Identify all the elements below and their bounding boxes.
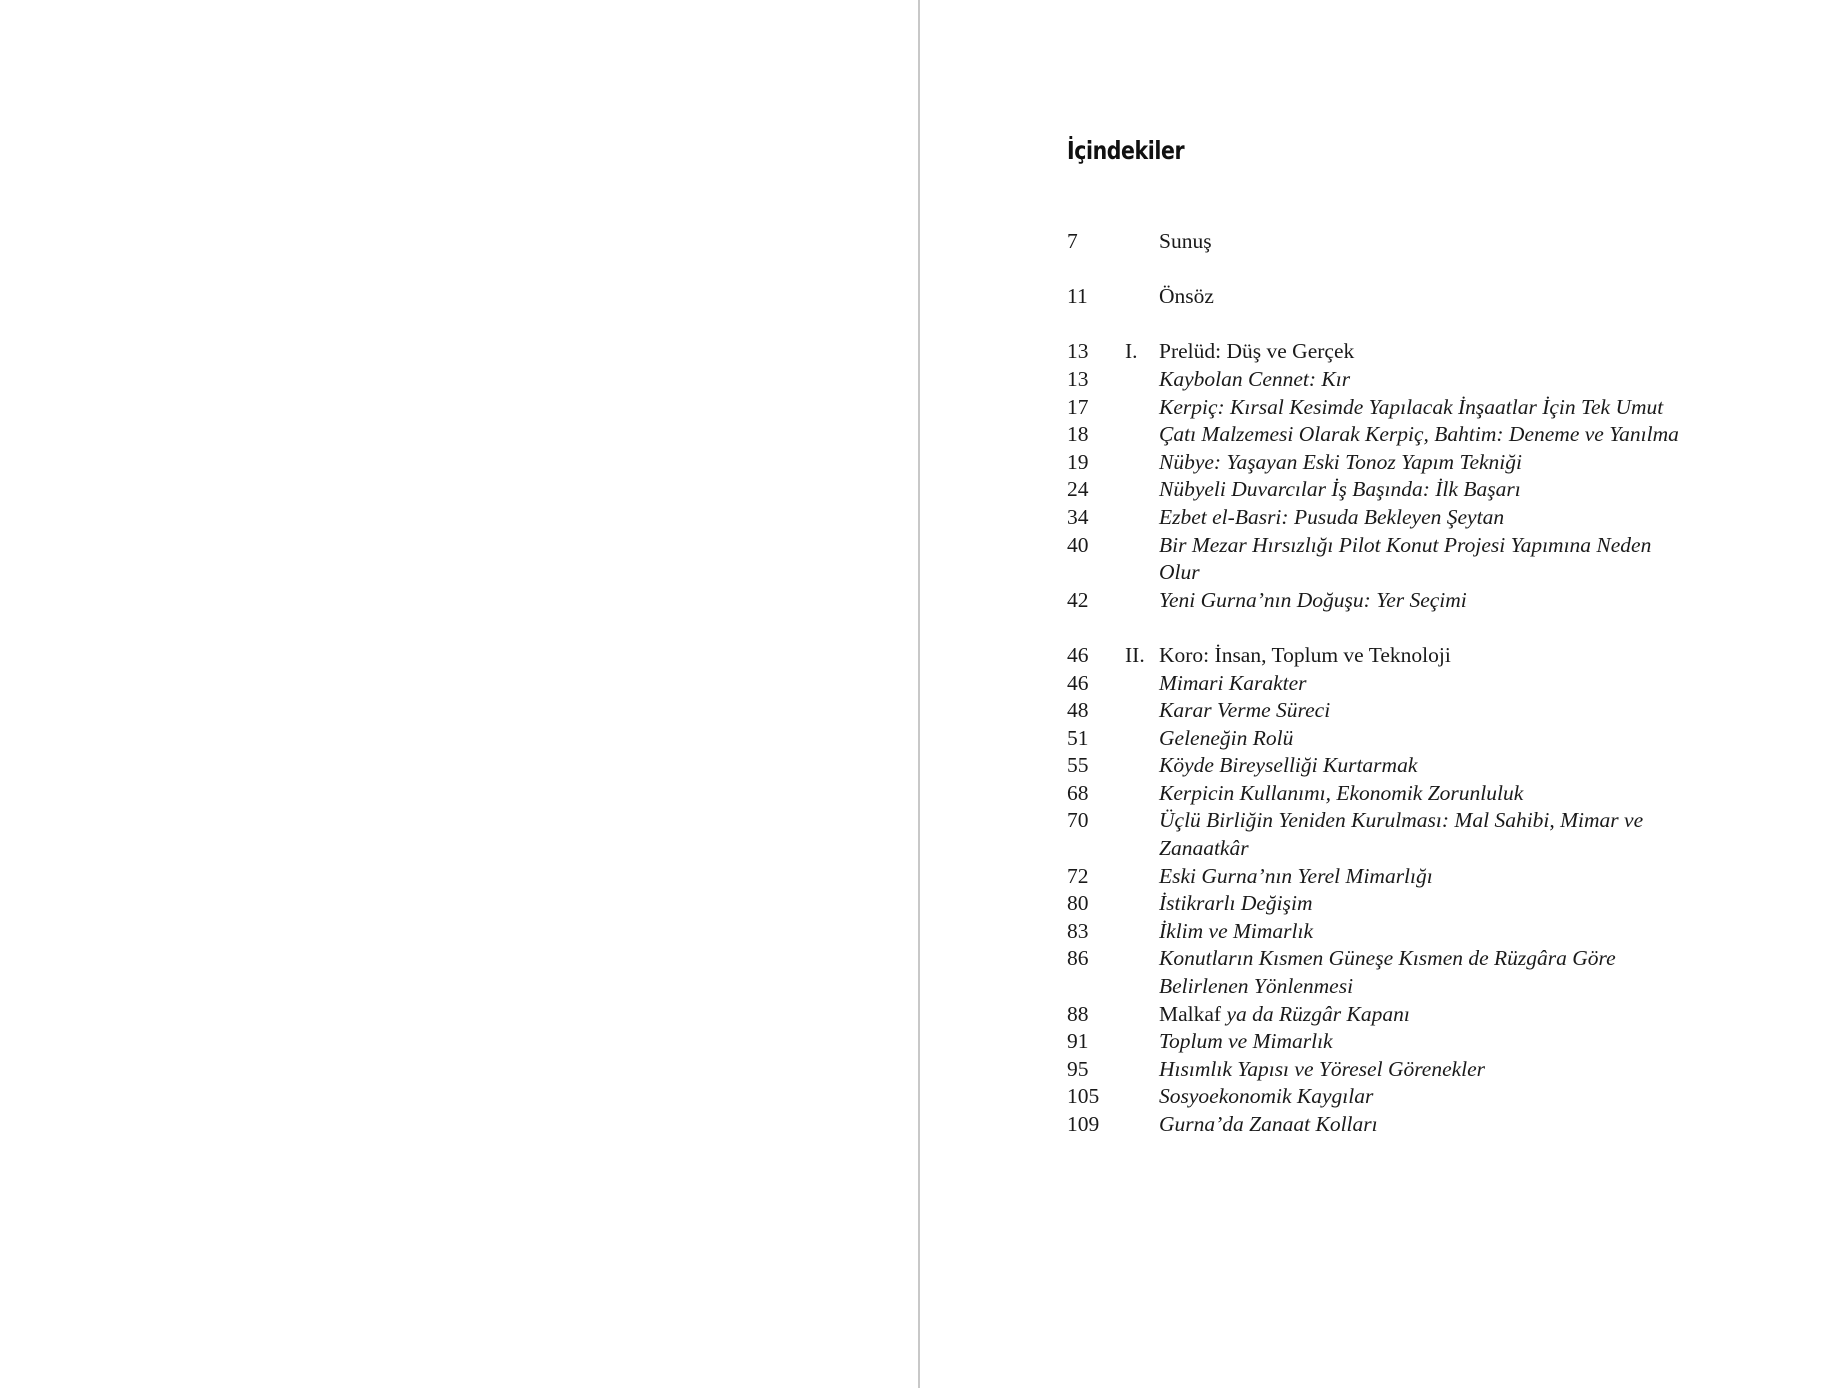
toc-page-number: 91 [1067,1029,1089,1054]
toc-page-number: 51 [1067,725,1089,750]
toc-subsection-title: Köyde Bireyselliği Kurtarmak [1159,753,1418,778]
toc-subsection-title: Kaybolan Cennet: Kır [1159,366,1351,391]
toc-entry [1067,890,1687,918]
toc-entry [1067,587,1687,615]
toc-entry [1067,504,1687,532]
toc-entry [1067,532,1687,587]
toc-entry [1067,642,1687,670]
toc-entry [1067,1056,1687,1084]
toc-entry [1067,449,1687,477]
toc-page-number: 86 [1067,946,1089,971]
toc-entry [1067,697,1687,725]
toc-page-number: 34 [1067,504,1089,529]
right-page [920,0,1831,1388]
toc-page-number: 55 [1067,753,1089,778]
toc-page-number: 17 [1067,394,1089,419]
toc-page-number: 46 [1067,670,1089,695]
toc-page-number: 24 [1067,477,1089,502]
toc-entry [1067,1001,1687,1029]
toc-subsection-title: Nübyeli Duvarcılar İş Başında: İlk Başarı [1159,477,1521,502]
toc-subsection-title: Eski Gurna’nın Yerel Mimarlığı [1159,863,1433,888]
toc-entry [1067,338,1687,366]
table-of-contents [1067,228,1687,1166]
toc-page-number: 70 [1067,808,1089,833]
toc-subsection-title: Yeni Gurna’nın Doğuşu: Yer Seçimi [1159,587,1467,612]
toc-subsection-title: Karar Verme Süreci [1159,698,1331,723]
toc-entry [1067,725,1687,753]
toc-page-number: 48 [1067,698,1089,723]
toc-entry [1067,366,1687,394]
toc-page-number: 7 [1067,229,1078,253]
toc-entry [1067,780,1687,808]
toc-subsection-title: Ezbet el-Basri: Pusuda Bekleyen Şeytan [1159,504,1505,529]
toc-entry [1067,807,1687,862]
toc-chapter-title: Sunuş [1159,229,1212,253]
toc-subsection-title: İstikrarlı Değişim [1159,891,1313,916]
toc-entry [1067,945,1687,1000]
toc-subsection-title: Nübye: Yaşayan Eski Tonoz Yapım Tekniği [1159,449,1522,474]
toc-entry [1067,1028,1687,1056]
toc-section [1067,228,1687,256]
toc-page-number: 40 [1067,532,1089,557]
toc-page-number: 68 [1067,780,1089,805]
toc-page-number: 11 [1067,284,1088,309]
toc-chapter-numeral: I. [1125,339,1138,364]
toc-chapter-title: Önsöz [1159,284,1214,309]
toc-subsection-title: Üçlü Birliğin Yeniden Kurulması: Mal Sahibi, Mimar ve Zanaatkâr [1159,808,1644,861]
toc-subsection-title: Bir Mezar Hırsızlığı Pilot Konut Projesi Yapımına Neden Olur [1159,532,1652,585]
toc-entry [1067,863,1687,891]
toc-subsection-title: Konutların Kısmen Güneşe Kısmen de Rüzgâra Göre Belirlenen Yönlenmesi [1159,946,1616,999]
toc-subsection-title: Kerpicin Kullanımı, Ekonomik Zorunluluk [1159,780,1524,805]
toc-subsection-title [1159,1001,1687,1029]
toc-entry [1067,421,1687,449]
toc-entry [1067,670,1687,698]
toc-subsection-title: İklim ve Mimarlık [1159,918,1314,943]
toc-page-number: 105 [1067,1084,1100,1109]
toc-chapter-title: Koro: İnsan, Toplum ve Teknoloji [1159,642,1451,667]
toc-section [1067,283,1687,311]
toc-entry [1067,283,1687,311]
toc-chapter-numeral: II. [1125,642,1145,667]
toc-entry [1067,394,1687,422]
toc-title-rest: ya da Rüzgâr Kapanı [1221,1001,1410,1026]
toc-subsection-title: Toplum ve Mimarlık [1159,1029,1333,1054]
toc-subsection-title: Sosyoekonomik Kaygılar [1159,1084,1374,1109]
toc-entry [1067,918,1687,946]
toc-section [1067,642,1687,1139]
toc-page-number: 80 [1067,891,1089,916]
toc-subsection-title: Mimari Karakter [1159,670,1307,695]
toc-page-number: 42 [1067,587,1089,612]
toc-page-number: 95 [1067,1056,1089,1081]
toc-page-number: 88 [1067,1001,1089,1026]
toc-page-number: 18 [1067,422,1089,447]
toc-entry [1067,476,1687,504]
toc-subsection-title: Kerpiç: Kırsal Kesimde Yapılacak İnşaatlar İçin Tek Umut [1159,394,1664,419]
toc-title: İçindekiler [1067,136,1185,165]
toc-page-number: 19 [1067,449,1089,474]
toc-page-number: 13 [1067,339,1089,364]
toc-page-number: 72 [1067,863,1089,888]
toc-subsection-title: Hısımlık Yapısı ve Yöresel Görenekler [1159,1056,1486,1081]
toc-subsection-title: Gurna’da Zanaat Kolları [1159,1112,1378,1136]
toc-entry [1067,1083,1687,1111]
toc-page-number: 83 [1067,918,1089,943]
toc-chapter-title: Prelüd: Düş ve Gerçek [1159,339,1355,364]
toc-upright-term: Malkaf [1159,1001,1222,1026]
toc-section [1067,338,1687,614]
toc-page-number: 109 [1067,1112,1100,1136]
toc-page-number: 13 [1067,366,1089,391]
toc-page-number: 46 [1067,642,1089,667]
toc-entry [1067,752,1687,780]
toc-subsection-title: Geleneğin Rolü [1159,725,1294,750]
toc-entry [1067,1111,1687,1139]
toc-entry [1067,228,1687,256]
toc-subsection-title: Çatı Malzemesi Olarak Kerpiç, Bahtim: Deneme ve Yanılma [1159,422,1679,447]
